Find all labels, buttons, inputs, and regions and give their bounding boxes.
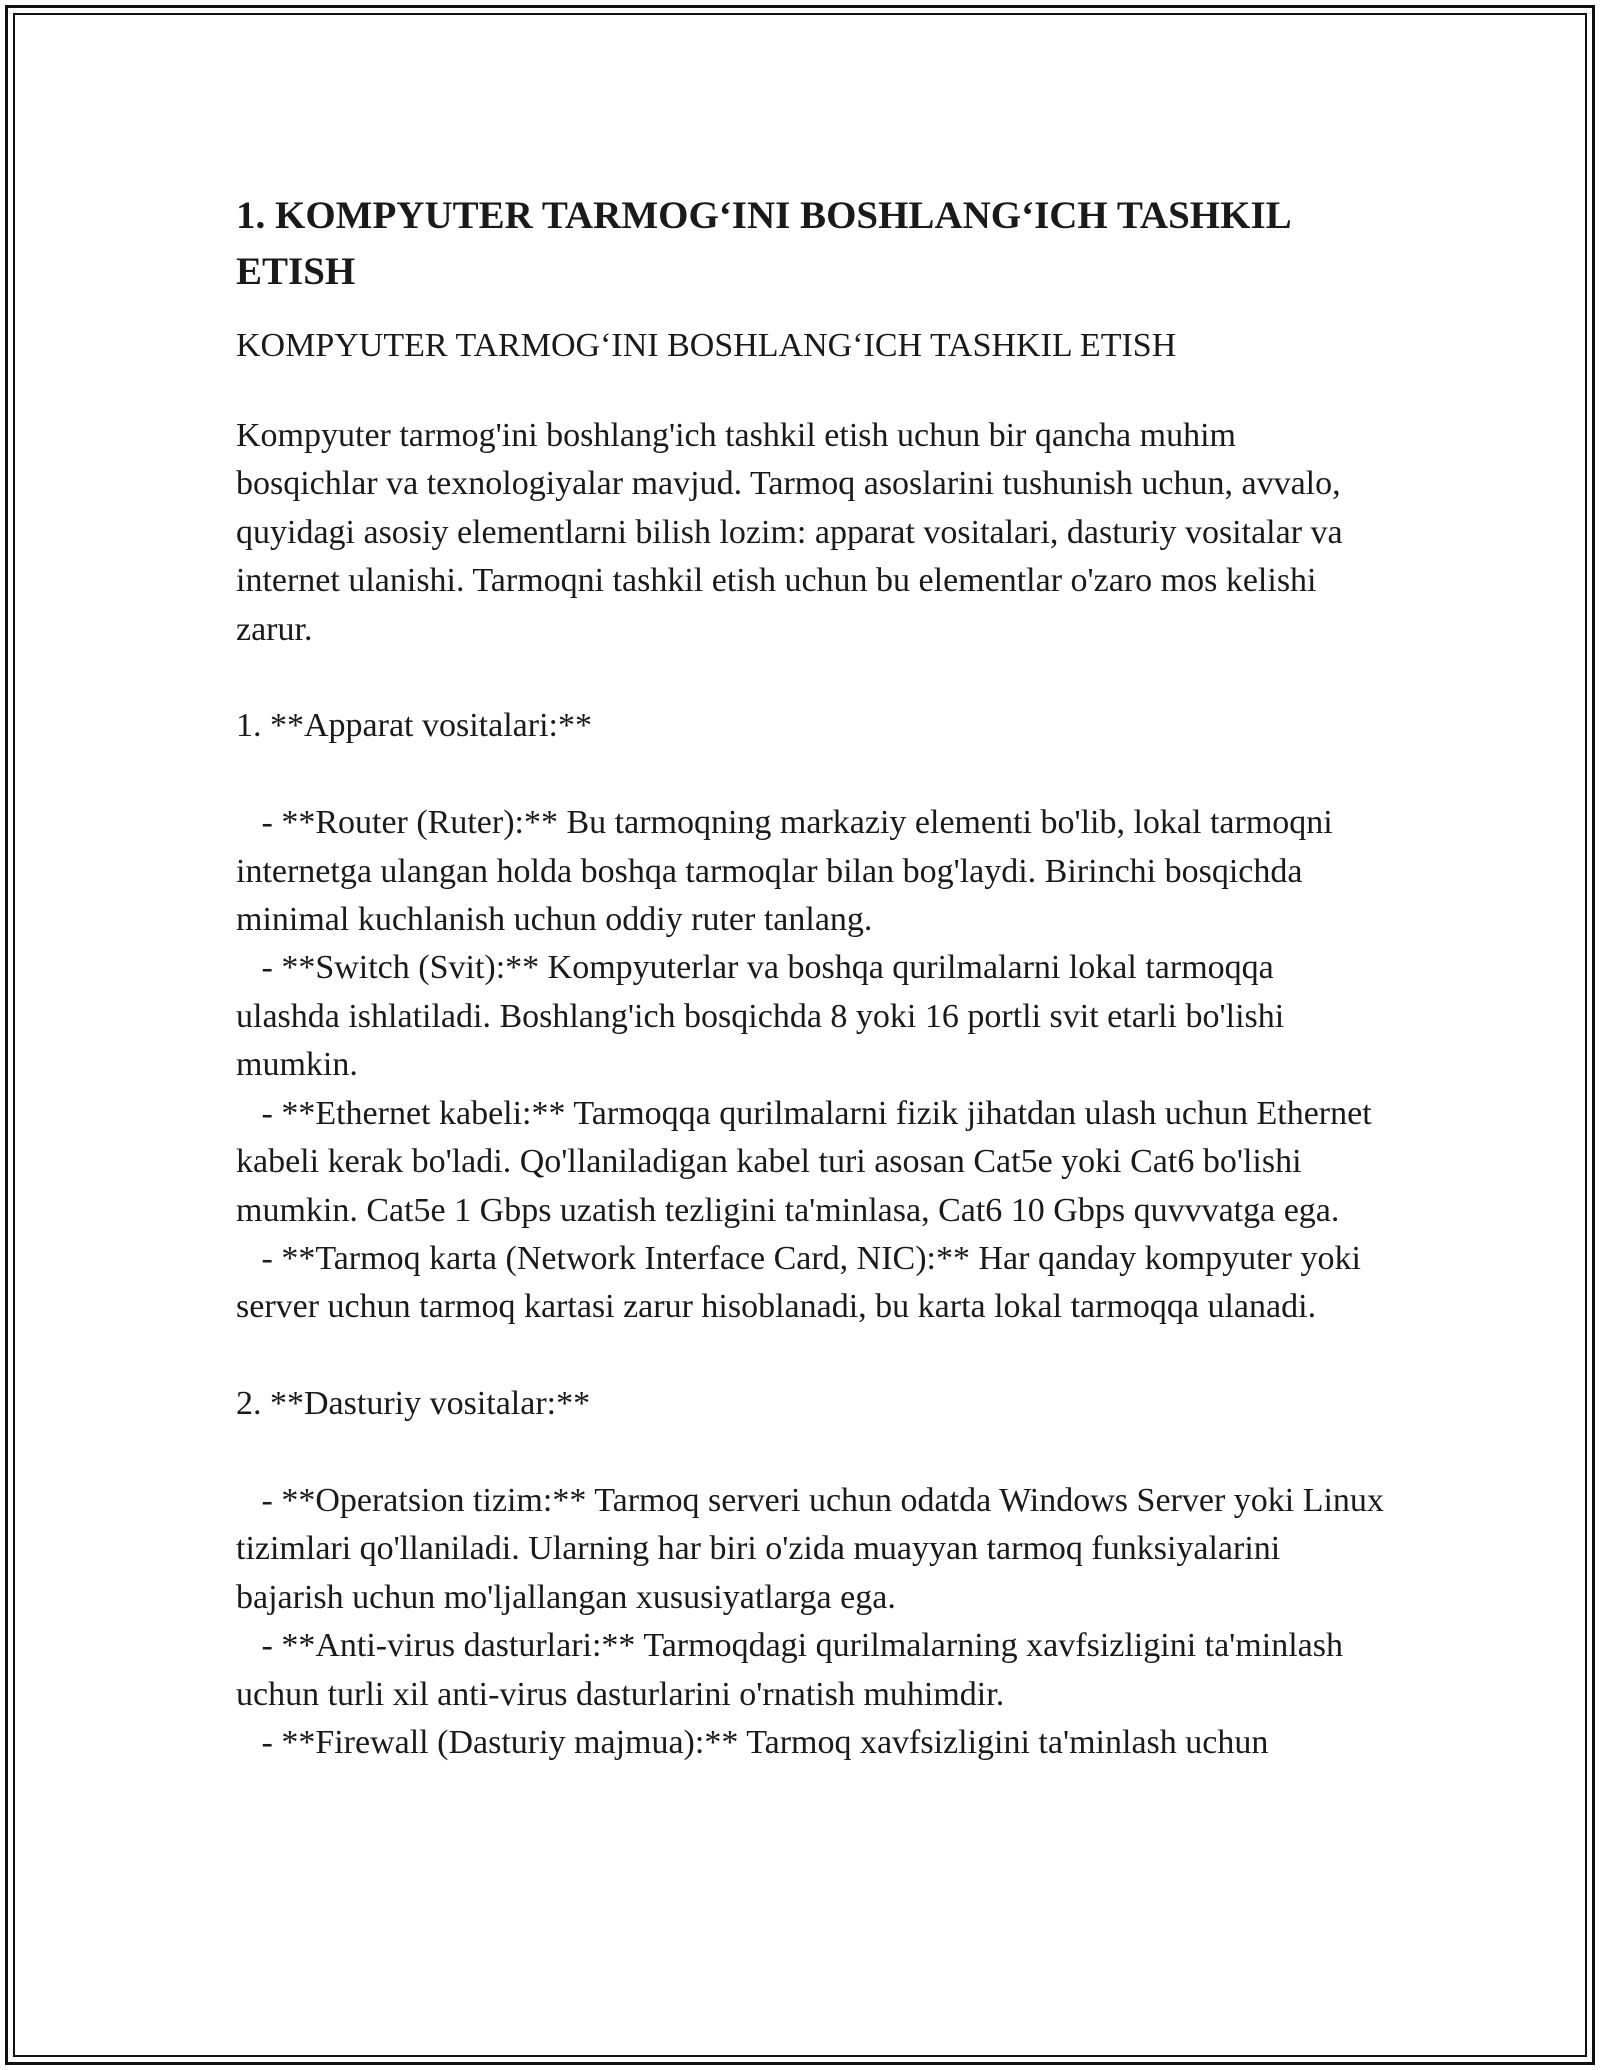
document-content [236, 188, 1386, 1767]
document-subtitle: KOMPYUTER TARMOG‘INI BOSHLANG‘ICH TASHKIL ETISH [236, 327, 1177, 364]
document-title: 1. KOMPYUTER TARMOG‘INI BOSHLANG‘ICH TASHKIL ETISH [236, 194, 1290, 293]
document-body: Kompyuter tarmog'ini boshlang'ich tashkil etish uchun bir qancha muhim bosqichlar va texnologiyalar mavjud. Tarmoq asoslarini tushunish uchun, avvalo, quyidagi asosiy elementlarni bilish lozim: apparat vositalari, dasturiy vositalar va internet ulanishi. Tarmoqni tashkil etish uchun bu elementlar o'zaro mos kelishi zarur. 1. **Apparat vositalari:** - **Router (Ruter):** Bu tarmoqning markaziy elementi bo'lib, lokal tarmoqni internetga ulangan holda boshqa tarmoqlar bilan bog'laydi. Birinchi bosqichda minimal kuchlanish uchun oddiy ruter tanlang. - **Switch (Svit):** Kompyuterlar va boshqa qurilmalarni lokal tarmoqqa ulashda ishlatiladi. Boshlang'ich bosqichda 8 yoki 16 portli svit etarli bo'lishi mumkin. - **Ethernet kabeli:** Tarmoqqa qurilmalarni fizik jihatdan ulash uchun Ethernet kabeli kerak bo'ladi. Qo'llaniladigan kabel turi asosan Cat5e yoki Cat6 bo'lishi mumkin. Cat5e 1 Gbps uzatish tezligini ta'minlasa, Cat6 10 Gbps quvvvatga ega. - **Tarmoq karta (Network Interface Card, NIC):** Har qanday kompyuter yoki server uchun tarmoq kartasi zarur hisoblanadi, bu karta lokal tarmoqqa ulanadi. 2. **Dasturiy vositalar:** - **Operatsion tizim:** Tarmoq serveri uchun odatda Windows Server yoki Linux tizimlari qo'llaniladi. Ularning har biri o'zida muayyan tarmoq funksiyalarini bajarish uchun mo'ljallangan xususiyatlarga ega. - **Anti-virus dasturlari:** Tarmoqdagi qurilmalarning xavfsizligini ta'minlash uchun turli xil anti-virus dasturlarini o'rnatish muhimdir. - **Firewall (Dasturiy majmua):** Tarmoq xavfsizligini ta'minlash uchun [236, 417, 1384, 1761]
